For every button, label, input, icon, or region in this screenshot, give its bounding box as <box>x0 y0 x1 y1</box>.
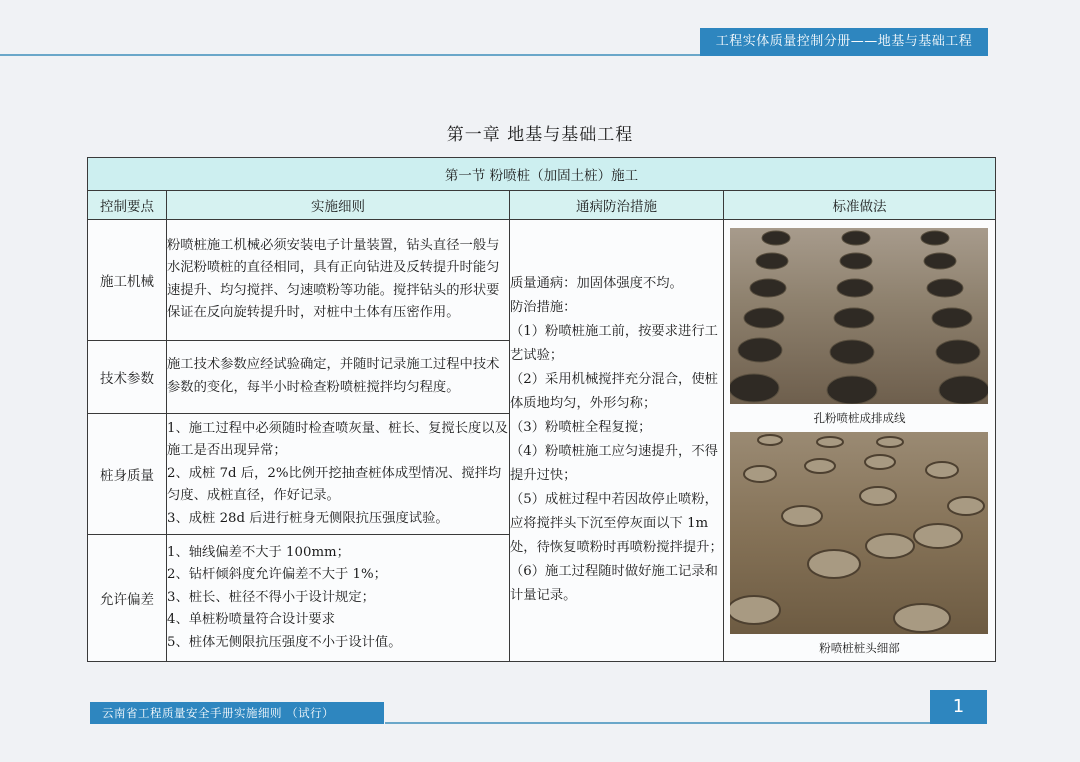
table-row <box>88 219 996 340</box>
rule-text: 5、桩体无侧限抗压强度不小于设计值。 <box>167 634 402 650</box>
rule-cell <box>167 535 510 662</box>
chapter-title: 第一章 地基与基础工程 <box>446 125 634 145</box>
photo-caption: 粉喷桩桩头细部 <box>819 641 900 656</box>
col-header-measures: 通病防治措施 <box>510 191 724 219</box>
row-label: 桩身质量 <box>88 413 167 535</box>
header-tag: 工程实体质量控制分册——地基与基础工程 <box>700 28 988 56</box>
rule-text: 3、桩长、桩径不得小于设计规定； <box>167 589 375 605</box>
rule-text: 2、钻杆倾斜度允许偏差不大于 1%； <box>167 567 387 583</box>
measure-text: （6）施工过程随时做好施工记录和计量记录。 <box>510 564 718 604</box>
row-label: 允许偏差 <box>88 535 167 662</box>
measure-text: （4）粉喷桩施工应匀速提升，不得提升过快； <box>510 444 718 484</box>
rule-text: 4、单桩粉喷量符合设计要求 <box>167 612 336 628</box>
rule-text: 2、成桩 7d 后，2%比例开挖抽查桩体成型情况、搅拌均匀度、成桩直径，作好记录。 <box>167 465 502 504</box>
rule-text: 粉喷桩施工机械必须安装电子计量装置，钻头直径一般与水泥粉喷桩的直径相同，具有正向钻进及反转提升时能匀速提升、均匀搅拌、匀速喷粉等功能。搅拌钻头的形状要保证在反向旋转提升时，对桩中土体有压密作用。 <box>167 237 500 321</box>
measure-text: （3）粉喷桩全程复搅； <box>510 420 652 436</box>
measures-cell <box>510 219 724 661</box>
rule-text: 1、施工过程中必须随时检查喷灰量、桩长、复搅长度以及施工是否出现异常； <box>167 420 508 459</box>
col-header-rules: 实施细则 <box>167 191 510 219</box>
photo-caption: 孔粉喷桩成排成线 <box>813 411 906 426</box>
col-header-standard: 标准做法 <box>724 191 996 219</box>
measure-text: 质量通病：加固体强度不均。 <box>510 276 683 292</box>
photo-pile-head <box>730 432 988 634</box>
rule-cell <box>167 219 510 340</box>
measure-text: 防治措施： <box>510 300 577 316</box>
measure-text: （1）粉喷桩施工前，按要求进行工艺试验； <box>510 324 718 364</box>
rule-text: 施工技术参数应经试验确定，并随时记录施工过程中技术参数的变化，每半小时检查粉喷桩搅拌均匀程度。 <box>167 357 500 395</box>
col-header-control-point: 控制要点 <box>88 191 167 219</box>
measure-text: （5）成桩过程中若因故停止喷粉，应将搅拌头下沉至停灰面以下 1m 处，待恢复喷粉时再喷粉搅拌提升； <box>510 492 723 556</box>
photo-pile-rows <box>730 228 988 404</box>
rule-cell <box>167 340 510 413</box>
standard-cell <box>724 219 996 661</box>
footer-divider <box>385 722 930 724</box>
header-divider <box>0 54 700 56</box>
page-number: 1 <box>930 690 987 724</box>
rule-text: 3、成桩 28d 后进行桩身无侧限抗压强度试验。 <box>167 510 449 526</box>
control-table <box>87 157 996 662</box>
row-label: 施工机械 <box>88 219 167 340</box>
row-label: 技术参数 <box>88 340 167 413</box>
section-title: 第一节 粉喷桩（加固土桩）施工 <box>88 158 996 191</box>
rule-cell <box>167 413 510 535</box>
footer-title: 云南省工程质量安全手册实施细则 （试行） <box>90 702 384 724</box>
measure-text: （2）采用机械搅拌充分混合，使桩体质地均匀，外形匀称； <box>510 372 718 412</box>
rule-text: 1、轴线偏差不大于 100mm； <box>167 544 350 560</box>
